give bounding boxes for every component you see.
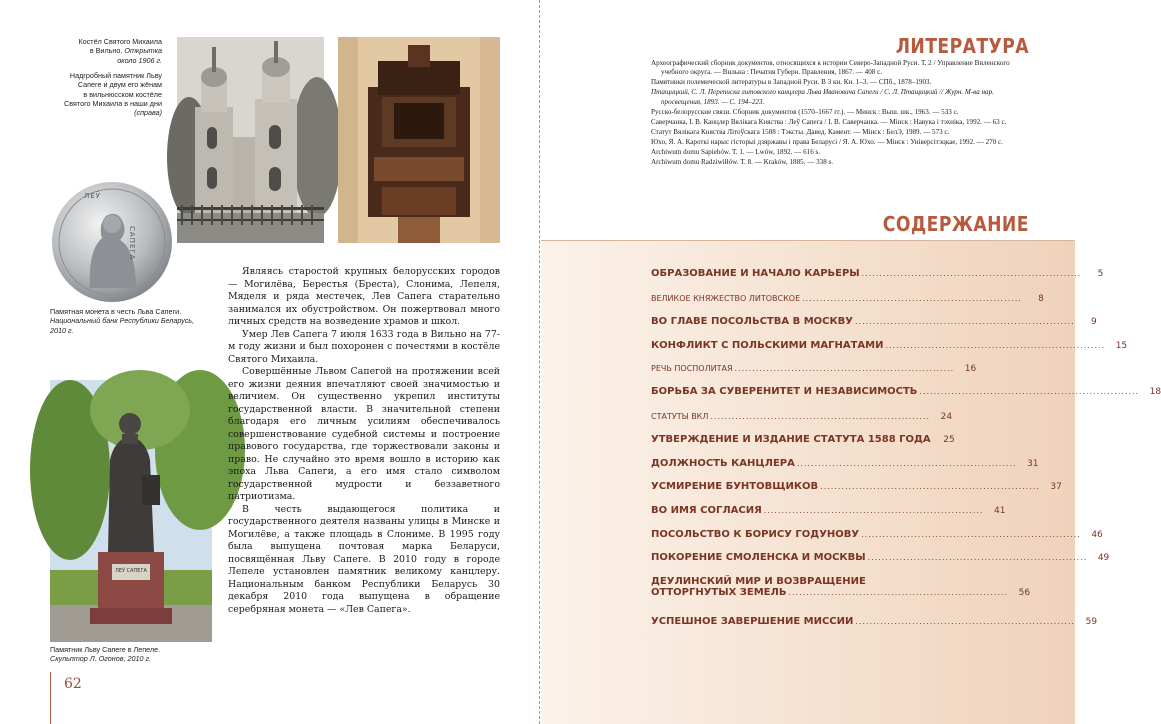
body-text — [228, 266, 500, 616]
toc-entry-title: ВЕЛИКОЕ КНЯЖЕСТВО ЛИТОВСКОЕ — [651, 294, 801, 303]
monument-illustration — [50, 380, 212, 642]
tomb-illustration — [338, 37, 500, 243]
references-title: ЛИТЕРАТУРА — [895, 34, 1029, 58]
toc-entry-title: ДЕУЛИНСКИЙ МИР И ВОЗВРАЩЕНИЕ — [651, 576, 866, 587]
toc-entry-page: 59 — [1085, 617, 1098, 627]
toc-leader: .............................................................. — [710, 412, 931, 421]
reference-item: Птащицкий, С. Л. Переписка литовского канцлера Льва Ивановича Сапеги / С. Л. Птащицкий // Журн. М-ва нар. просвещения, 1893. — С. 194–223. — [651, 88, 994, 106]
toc-entry-title: ПОСОЛЬСТВО К БОРИСУ ГОДУНОВУ — [651, 529, 860, 540]
caption-line: Святого Михаила в наши дни — [64, 98, 162, 108]
monument-caption — [50, 645, 220, 664]
reference-item: Archiwum domu Radziwiłłów. T. 8. — Kraków, 1885. — 338 s. — [651, 157, 834, 166]
toc-entry-page: 56 — [1018, 588, 1031, 598]
toc-entry-page: 25 — [943, 435, 955, 445]
commemorative-coin — [50, 180, 174, 304]
caption-line: Сапеге и двум его жёнам — [77, 80, 162, 90]
toc-leader: .............................................................. — [861, 530, 1081, 539]
toc-entry-title: КОНФЛИКТ С ПОЛЬСКИМИ МАГНАТАМИ — [651, 340, 884, 351]
toc-entry-title: УТВЕРЖДЕНИЕ И ИЗДАНИЕ СТАТУТА 1588 ГОДА — [651, 434, 931, 445]
toc-entry-page: 16 — [964, 364, 977, 374]
tomb-caption — [50, 71, 162, 117]
toc-entry-title: УСПЕШНОЕ ЗАВЕРШЕНИЕ МИССИИ — [651, 616, 854, 627]
toc-leader: .............................................................. — [885, 341, 1106, 350]
toc-entry-page: 24 — [940, 412, 953, 422]
paragraph: Умер Лев Сапега 7 июля 1633 года в Вильно на 77-м году жизни и был похоронен с почестями в костёле Святого Михаила. — [228, 328, 500, 365]
toc-entry-title: ДОЛЖНОСТЬ КАНЦЛЕРА — [651, 458, 795, 469]
monument-plaque-text: ЛЕЎ САПЕГА — [115, 568, 147, 574]
toc-leader: .............................................................. — [802, 294, 1022, 303]
reference-item: Русско-белорусские связи. Сборник документов (1570–1667 гг.). — Минск : Выш. шк., 1963. — 533 с. — [651, 107, 959, 116]
toc-entry-title: ПОКОРЕНИЕ СМОЛЕНСКА И МОСКВЫ — [651, 552, 866, 563]
toc-entry[interactable] — [651, 340, 1128, 351]
paragraph: Совершённые Львом Сапегой на протяжении всей его жизни деяния впечатляют своей значимостью и величием. Он существенно укрепил институты государственной власти. В значительной степени благодаря его личным усилиям обеспечивалось совершенствование судебной системы и построение правового государства, где торжествовали законы и право. Не случайно это время вошло в историю как эпоха Льва Сапеги, а его имя стало символом государственной мудрости и беззаветного патриотизма. — [228, 366, 500, 502]
toc-entry[interactable] — [651, 294, 1044, 304]
reference-item: Юхо, Я. А. Кароткі нарыс гісторыі дзяржавы і права Беларусі / Я. А. Юхо. — Мінск : Універсітэцкае, 1992. — 270 с. — [651, 137, 1003, 146]
references-list — [651, 59, 1029, 168]
toc-entry-page: 49 — [1097, 553, 1110, 563]
paragraph: В честь выдающегося политика и государственного деятеля названы улицы в Минске и Могилёве, а также площадь в Слониме. В 1995 году была выпущена почтовая марка Беларуси, посвящённая Льву Сапеге. В 2010 году в городе Лепеле установлен памятник великому канцлеру. Национальным банком Республики Беларусь 30 декабря 2010 года выпущена в обращение серебряная монета — «Лев Сапега». — [228, 503, 500, 615]
toc-entry[interactable] — [651, 616, 1098, 627]
reference-item: Саверчанка, І. В. Канцлер Вялікага Княства : Леў Сапега / І. В. Саверчанка. — Мінск : Навука і тэхніка, 1992. — 63 с. — [651, 117, 1007, 126]
toc-entry[interactable] — [651, 386, 1161, 397]
reference-item: Статут Вялікага Княства Літоўскага 1588 : Тэксты. Давед. Камент. — Мінск : БелЭ, 1989. — 573 с. — [651, 127, 950, 136]
page-number-rule — [50, 672, 51, 724]
toc-leader: .............................................................. — [796, 459, 1017, 468]
monument-photo — [50, 380, 212, 642]
toc-entry-title-continued: ОТТОРГНУТЫХ ЗЕМЕЛЬ — [651, 587, 787, 598]
toc-entry[interactable] — [651, 481, 1062, 492]
coin-illustration — [50, 180, 174, 304]
toc-leader: .............................................................. — [919, 387, 1140, 396]
caption-line: Памятник Льву Сапеге в Лепеле. — [50, 645, 161, 654]
toc-entry[interactable] — [651, 364, 977, 374]
page-number: 62 — [64, 676, 82, 692]
toc-entry[interactable] — [651, 552, 1110, 563]
toc-entry-title: СТАТУТЫ ВКЛ — [651, 412, 709, 421]
caption-line: в вильнюсском костёле — [83, 89, 162, 99]
toc-entry-page: 31 — [1027, 459, 1039, 469]
toc-entry[interactable] — [651, 529, 1103, 540]
coin-left-text: ЛЕЎ — [84, 192, 101, 200]
coin-caption — [50, 307, 220, 335]
caption-line: Национальный банк Республики Беларусь, — [50, 316, 195, 326]
toc-leader: .............................................................. — [734, 364, 955, 373]
caption-line: около 1906 г. — [117, 55, 162, 65]
church-illustration — [177, 37, 324, 243]
church-photo — [177, 37, 324, 243]
toc-entry[interactable] — [651, 268, 1104, 279]
toc-entry-title: РЕЧЬ ПОСПОЛИТАЯ — [651, 364, 733, 373]
toc-entry-title: ОБРАЗОВАНИЕ И НАЧАЛО КАРЬЕРЫ — [651, 268, 860, 279]
reference-item: Памятники полемической литературы в Западной Руси. В 3 кн. Кн. 1–3. — СПб., 1878–1903. — [651, 78, 932, 87]
toc-rule — [541, 240, 1075, 241]
toc-entry[interactable] — [651, 434, 955, 445]
toc-entry-page: 9 — [1090, 317, 1097, 327]
toc-leader: .............................................................. — [855, 317, 1075, 326]
coin-right-text: САПЕГА — [128, 226, 136, 261]
church-caption — [60, 37, 162, 65]
toc-entry[interactable] — [651, 458, 1039, 469]
reference-item: Археографический сборник документов, относящихся к истории Северо-Западной Руси. Т. 2 / Управление Виленского учебного округа. — Вильна : Печатня Губерн. Правления, 1867. — 408 с. — [651, 59, 1010, 77]
toc-entry-page: 18 — [1149, 387, 1161, 397]
toc-entry-title: ВО ГЛАВЕ ПОСОЛЬСТВА В МОСКВУ — [651, 316, 853, 327]
caption-line: 2010 г. — [50, 325, 74, 335]
toc-leader: .............................................................. — [861, 269, 1082, 278]
reference-item: Archiwum domu Sapiehów. T. 1. — Lwów, 1892. — 616 s. — [651, 147, 821, 156]
toc-entry[interactable] — [651, 505, 1006, 516]
tomb-photo — [338, 37, 500, 243]
paragraph: Являясь старостой крупных белорусских городов — Могилёва, Берестья (Бреста), Слонима, Лепеля, Мяделя и ряда местечек, Лев Сапега старательно занимался их обустройством. Он пожертвовал много личных средств на возведение храмов и школ. — [228, 266, 500, 327]
toc-entry-page: 8 — [1038, 294, 1044, 304]
toc-entry[interactable] — [651, 412, 953, 422]
toc-entry-page: 46 — [1091, 530, 1103, 540]
toc-entry-title: УСМИРЕНИЕ БУНТОВЩИКОВ — [651, 481, 819, 492]
toc-entry[interactable] — [651, 576, 1031, 598]
toc-entry-page: 41 — [994, 506, 1006, 516]
toc-entry-page: 5 — [1097, 269, 1104, 279]
toc-entry-page: 15 — [1115, 341, 1128, 351]
toc-entry-title: БОРЬБА ЗА СУВЕРЕНИТЕТ И НЕЗАВИСИМОСТЬ — [651, 386, 918, 397]
toc-entry-title: ВО ИМЯ СОГЛАСИЯ — [651, 505, 762, 516]
toc-entry[interactable] — [651, 316, 1097, 327]
toc-title: СОДЕРЖАНИЕ — [882, 212, 1029, 236]
caption-line: Костёл Святого Михаила — [78, 37, 162, 46]
caption-line: Скульптор Л. Огонов, 2010 г. — [50, 654, 151, 664]
spread-divider — [539, 0, 540, 724]
toc-leader: .............................................................. — [788, 588, 1009, 597]
toc-leader: .............................................................. — [763, 506, 984, 515]
toc-leader: .............................................................. — [820, 482, 1040, 491]
toc-entry-page: 37 — [1050, 482, 1062, 492]
toc-leader: .............................................................. — [855, 617, 1076, 626]
caption-line: Надгробный памятник Льву — [69, 71, 162, 80]
toc-leader: .............................................................. — [867, 553, 1088, 562]
caption-line: (справа) — [134, 108, 162, 118]
caption-line: Памятная монета в честь Льва Сапеги. — [50, 307, 182, 316]
caption-line: в Вильно. — [89, 46, 125, 56]
caption-line: Открытка — [124, 46, 162, 56]
